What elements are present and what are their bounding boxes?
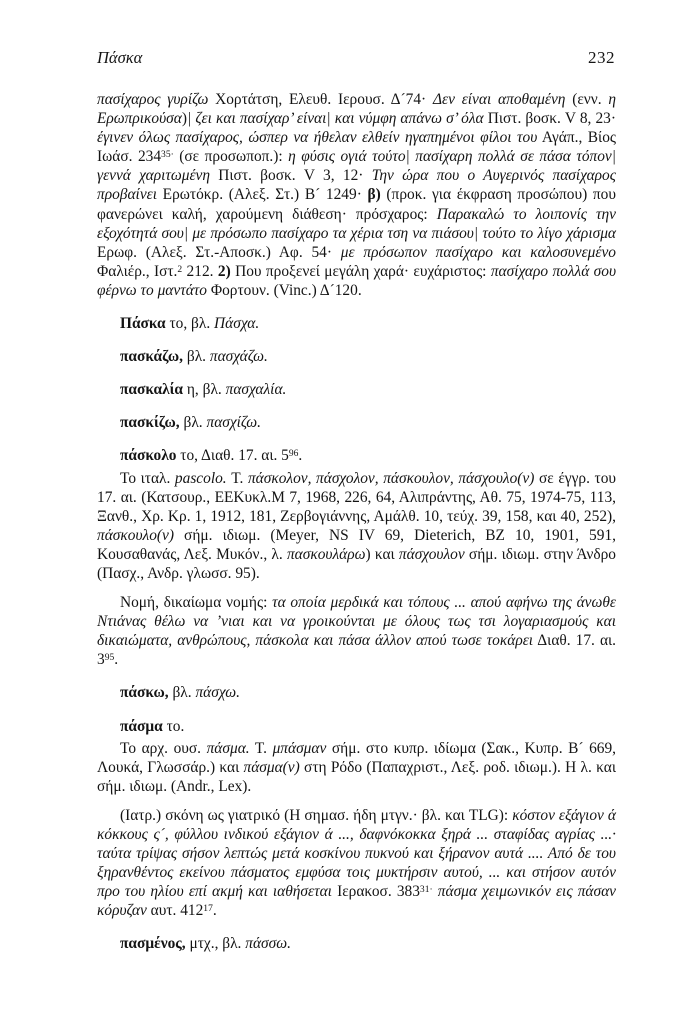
paragraph: Νομή, δικαίωμα νομής: τα οποία μερδικά και τόπους ... απού αφήνω της άνωθε Ντιάνας θέλω να ’νιαι και να γροικούνται με όλους τως τσι λογαριασμούς και δικαιώματα, ανθρώπους, πάσκολα και πάσα άλλον απού τωσε τοκάρει Διαθ. 17. αι. $3^{95}$.	[97, 594, 617, 669]
paragraph: (Ιατρ.) σκόνη ως γιατρικό (Η σημασ. ήδη μτγν.· βλ. και TLG): κόστον εξάγιον ά κόκκους ς´, φύλλου ινδικού εξάγιον ά ..., δαφνόκοκκα ξηρά ... σταφίδας αγρίας ...· ταύτα τρίψας σήσον λεπτώς μετά κοσκίνου πυκνού και ξήρανον αυτά .... Από δε του ξηρανθέντος εκείνου πάσματος εμφύσα τοις μυκτήρσιν αυτού, ... και στήσον αυτόν προ του ηλίου επί ακμή και ιαθήσεται Ιερακοσ. $383^{31\cdot}$ πάσμα χειμωνικόν εις πάσαν κόρυζαν αυτ. $412^{17}$.	[97, 806, 617, 920]
running-head	[97, 48, 615, 68]
paragraph: πασκάζω, βλ. πασχάζω.	[120, 348, 268, 366]
paragraph: πασμένος, μτχ., βλ. πάσσω.	[120, 935, 291, 953]
running-head-title: Πάσκα	[97, 48, 143, 67]
paragraph: πάσμα το.	[120, 717, 185, 735]
paragraph: πασίχαρος γυρίζω Χορτάτση, Ελευθ. Ιερουσ. Δ´74· Δεν είναι αποθαμένη (ενν. η Ερωπρικούσα)| ζει και πασίχαρ’ είναι| και νύμφη απάνω σ’ όλα Πιστ. βοσκ. V 8, 23· έγινεν όλως πασίχαρος, ώσπερ να ήθελαν ελθείν ηγαπημένοι φίλοι του Αγάπ., Βίος Ιωάσ. $234^{35\cdot}$ (σε προσωποπ.): η φύσις ογιά τούτο| πασίχαρη πολλά σε πάσα τόπον| γεννά χαριτωμένη Πιστ. βοσκ. V 3, 12· Την ώρα που ο Αυγερινός πασίχαρος προβαίνει Ερωτόκρ. (Αλεξ. Στ.) Β´ 1249· β) (προκ. για έκφραση προσώπου) που φανερώνει καλή, χαρούμενη διάθεση· πρόσχαρος: Παρακαλώ το λοιπονίς την εξοχότητά σου| με πρόσωπο πασίχαρο τα χέρια τση να πιάσου| τούτο το λίγο χάρισμα Ερωφ. (Αλεξ. Στ.-Αποσκ.) Αφ. 54· με πρόσωπον πασίχαρο και καλοσυνεμένο Φαλιέρ., Ιστ.$^2$ 212. 2) Που προξενεί μεγάλη χαρά· ευχάριστος: πασίχαρο πολλά σου φέρνω το μαντάτο Φορτουν. (Vinc.) Δ´120.	[97, 91, 617, 299]
paragraph: Το αρχ. ουσ. πάσμα. Τ. μπάσμαν σήμ. στο κυπρ. ιδίωμα (Σακ., Κυπρ. Β´ 669, Λουκά, Γλωσσάρ.) και πάσμα(ν) στη Ρόδο (Παπαχριστ., Λεξ. ροδ. ιδιωμ.). Η λ. και σήμ. ιδιωμ. (Andr., Lex).	[97, 739, 617, 795]
page-number: 232	[588, 48, 615, 67]
paragraph: Πάσκα το, βλ. Πάσχα.	[120, 315, 260, 333]
paragraph: πάσκω, βλ. πάσχω.	[120, 684, 240, 702]
paragraph: πασκίζω, βλ. πασχίζω.	[120, 414, 261, 432]
paragraph: Το ιταλ. pascolo. Τ. πάσκολον, πάσχολον, πάσκουλον, πάσχουλο(ν) σε έγγρ. του 17. αι. (Κατσουρ., ΕΕΚυκλ.Μ 7, 1968, 226, 64, Αλιπράντης, Αθ. 75, 1974-75, 113, Ξανθ., Χρ. Κρ. 1, 1912, 181, Ζερβογιάννης, Αμάλθ. 10, τεύχ. 39, 158, και 40, 252), πάσκουλο(ν) σήμ. ιδιωμ. (Meyer, NS IV 69, Dieterich, BZ 10, 1901, 591, Κουσαθανάς, Λεξ. Μυκόν., λ. πασκουλάρω) και πάσχουλον σήμ. ιδιωμ. στην Άνδρο (Πασχ., Ανδρ. γλωσσ. 95).	[97, 469, 617, 582]
paragraph: πασκαλία η, βλ. πασχαλία.	[120, 381, 287, 399]
page-body	[97, 90, 616, 954]
paragraph: πάσκολο το, Διαθ. 17. αι. $5^{96}$.	[120, 447, 303, 465]
